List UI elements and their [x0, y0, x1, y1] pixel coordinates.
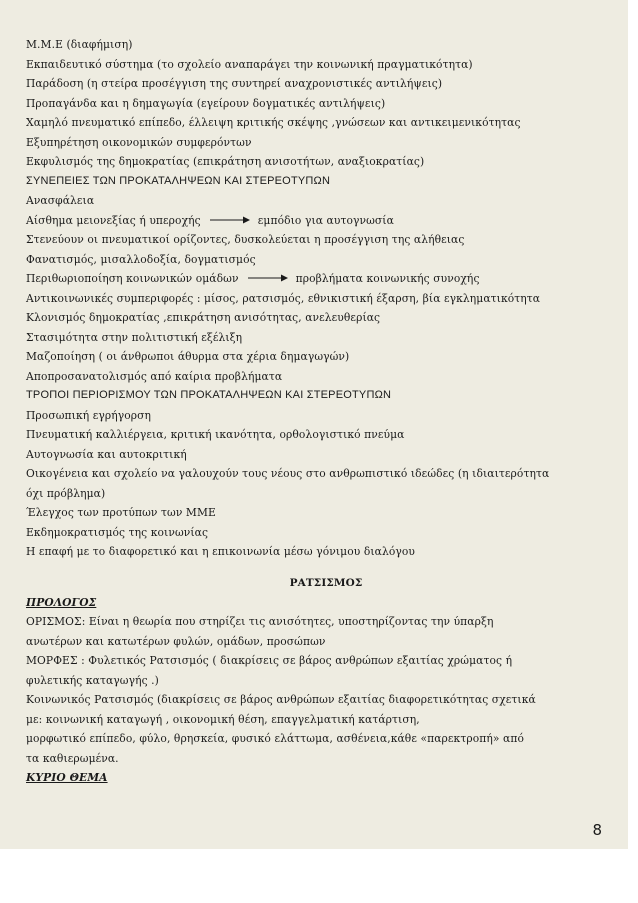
text-line: Εκφυλισμός της δημοκρατίας (επικράτηση ανισοτήτων, αναξιοκρατίας) — [26, 155, 425, 168]
document-body — [26, 35, 606, 788]
causes-list — [26, 35, 606, 172]
ways-heading: ΤΡΟΠΟΙ ΠΕΡΙΟΡΙΣΜΟΥ ΤΩΝ ΠΡΟΚΑΤΑΛΗΨΕΩΝ ΚΑΙ ΣΤΕΡΕΟΤΥΠΩΝ — [26, 389, 392, 401]
text-line: Αντικοινωνικές συμπεριφορές : μίσος, ρατσισμός, εθνικιστική έξαρση, βία εγκληματικότητα — [26, 291, 541, 305]
consequences-list — [26, 191, 606, 386]
arrow-line-right: προβλήματα κοινωνικής συνοχής — [295, 272, 480, 285]
text-line: ΜΟΡΦΕΣ : Φυλετικός Ρατσισμός ( διακρίσεις σε βάρος ανθρώπων εξαιτίας χρώματος ή — [26, 654, 513, 667]
section-title: ΡΑΤΣΙΣΜΟΣ — [289, 576, 363, 589]
text-line: όχι πρόβλημα) — [26, 486, 106, 500]
text-line: Προπαγάνδα και η δημαγωγία (εγείρουν δογματικές αντιλήψεις) — [26, 96, 386, 110]
arrow-line — [26, 211, 606, 231]
arrow-line-left: Αίσθημα μειονεξίας ή υπεροχής — [26, 213, 201, 227]
text-line: Προσωπική εγρήγορση — [26, 408, 152, 422]
text-line: Η επαφή με το διαφορετικό και η επικοινωνία μέσω γόνιμου διαλόγου — [26, 545, 415, 558]
text-line: ανωτέρων και κατωτέρων φυλών, ομάδων, προσώπων — [26, 634, 326, 648]
text-line: Εξυπηρέτηση οικονομικών συμφερόντων — [26, 135, 252, 149]
text-line: Ανασφάλεια — [26, 194, 95, 207]
ways-list — [26, 406, 606, 562]
arrow-line-right: εμπόδιο για αυτογνωσία — [257, 213, 394, 227]
text-line: Εκπαιδευτικό σύστημα (το σχολείο αναπαράγει την κοινωνική πραγματικότητα) — [26, 57, 473, 71]
text-line: Στασιμότητα στην πολιτιστική εξέλιξη — [26, 330, 243, 344]
prologue-heading: ΠΡΟΛΟΓΟΣ — [26, 595, 97, 609]
arrow-line — [26, 269, 606, 289]
text-line: ΟΡΙΣΜΟΣ: Είναι η θεωρία που στηρίζει τις ανισότητες, υποστηρίζοντας την ύπαρξη — [26, 615, 494, 628]
text-line: Αποπροσανατολισμός από καίρια προβλήματα — [26, 369, 283, 383]
definition-block — [26, 612, 606, 768]
text-line: Φανατισμός, μισαλλοδοξία, δογματισμός — [26, 252, 256, 266]
text-line: με: κοινωνική καταγωγή , οικονομική θέση, επαγγελματική κατάρτιση, — [26, 712, 420, 726]
text-line: Εκδημοκρατισμός της κοινωνίας — [26, 525, 209, 539]
right-arrow-icon — [248, 269, 288, 289]
text-line: Έλεγχος των προτύπων των ΜΜΕ — [26, 506, 216, 519]
text-line: μορφωτικό επίπεδο, φύλο, θρησκεία, φυσικό ελάττωμα, ασθένεια,κάθε «παρεκτροπή» από — [26, 732, 525, 745]
text-line: Στενεύουν οι πνευματικοί ορίζοντες, δυσκολεύεται η προσέγγιση της αλήθειας — [26, 233, 465, 246]
text-line: Κοινωνικός Ρατσισμός (διακρίσεις σε βάρος ανθρώπων εξαιτίας διαφορετικότητας σχετικά — [26, 693, 536, 706]
text-line: Πνευματική καλλιέργεια, κριτική ικανότητα, ορθολογιστικό πνεύμα — [26, 428, 405, 441]
text-line: Αυτογνωσία και αυτοκριτική — [26, 447, 187, 461]
text-line: φυλετικής καταγωγής .) — [26, 673, 159, 687]
text-line: τα καθιερωμένα. — [26, 751, 119, 765]
consequences-heading: ΣΥΝΕΠΕΙΕΣ ΤΩΝ ΠΡΟΚΑΤΑΛΗΨΕΩΝ ΚΑΙ ΣΤΕΡΕΟΤΥΠΩΝ — [26, 174, 331, 187]
page-number: 8 — [592, 821, 602, 839]
arrow-line-left: Περιθωριοποίηση κοινωνικών ομάδων — [26, 272, 239, 285]
main-topic-heading: ΚΥΡΙΟ ΘΕΜΑ — [26, 771, 108, 784]
text-line: Μαζοποίηση ( οι άνθρωποι άθυρμα στα χέρια δημαγωγών) — [26, 350, 350, 363]
text-line: Μ.Μ.Ε (διαφήμιση) — [26, 38, 133, 51]
right-arrow-icon — [210, 211, 250, 231]
text-line: Κλονισμός δημοκρατίας ,επικράτηση ανισότητας, ανελευθερίας — [26, 311, 381, 324]
text-line: Παράδοση (η στείρα προσέγγιση της συντηρεί αναχρονιστικές αντιλήψεις) — [26, 77, 443, 90]
text-line: Χαμηλό πνευματικό επίπεδο, έλλειψη κριτικής σκέψης ,γνώσεων και αντικειμενικότητας — [26, 116, 521, 129]
text-line: Οικογένεια και σχολείο να γαλουχούν τους νέους στο ανθρωπιστικό ιδεώδες (η ιδιαιτερότητα — [26, 467, 550, 480]
